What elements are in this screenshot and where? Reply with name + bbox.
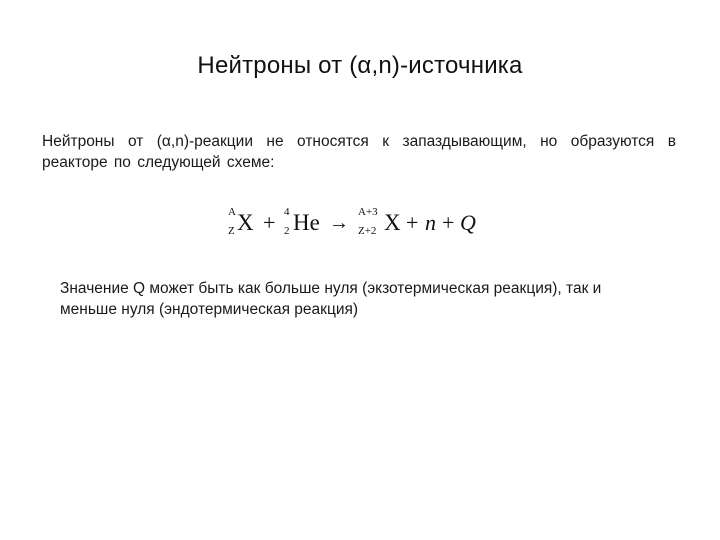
nucleus-product-mass: A+3 — [358, 206, 378, 218]
neutron-symbol: n — [425, 210, 436, 235]
nucleus-target-charge: Z — [228, 225, 235, 237]
slide-title: Нейтроны от (α,n)-источника — [197, 52, 523, 79]
plus-sign: + — [442, 210, 455, 235]
nucleus-product-symbol: X — [384, 210, 401, 235]
nucleus-product — [358, 204, 408, 244]
nucleus-alpha-charge: 2 — [284, 225, 290, 237]
reaction-formula — [226, 204, 486, 244]
plus-sign: + — [263, 210, 276, 235]
note-paragraph: Значение Q может быть как больше нуля (экзотермическая реакция), так и меньше нуля (эндотермическая реакция) — [60, 280, 602, 318]
nucleus-target-symbol: X — [237, 210, 254, 235]
energy-symbol: Q — [460, 210, 476, 235]
plus-sign: + — [406, 210, 419, 235]
nucleus-product-charge: Z+2 — [358, 225, 377, 237]
nucleus-target-mass: A — [228, 206, 236, 218]
nucleus-alpha-mass: 4 — [284, 206, 290, 218]
nucleus-target — [226, 204, 254, 244]
reaction-arrow: → — [329, 212, 349, 234]
nucleus-alpha — [282, 204, 322, 244]
nucleus-alpha-symbol: He — [293, 210, 320, 235]
intro-paragraph: Нейтроны от (α,n)-реакции не относятся к запаздывающим, но образуются в реакторе по следующей схеме: — [42, 133, 676, 171]
